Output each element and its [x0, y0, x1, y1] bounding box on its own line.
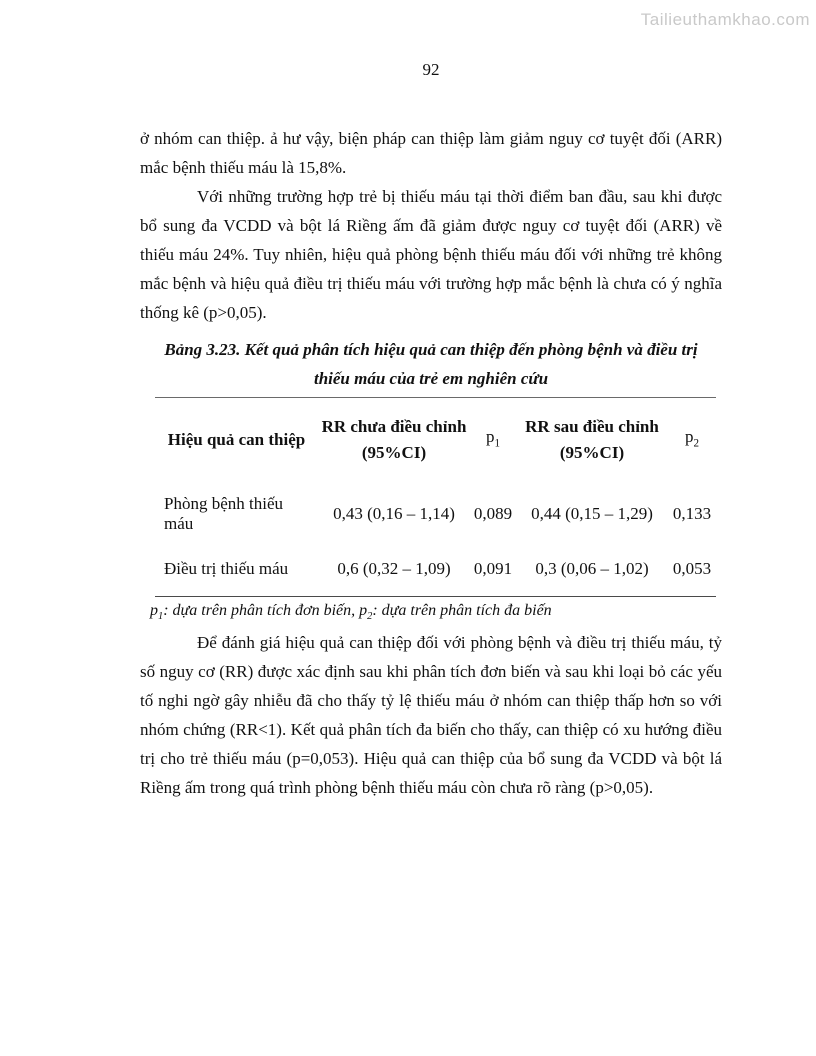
footnote-p2-base: p	[359, 602, 368, 619]
rr-unadjusted-value: 0,6 (0,32 – 1,09)	[337, 558, 451, 578]
table-row-treatment	[155, 541, 716, 597]
footnote-part2: : dựa trên phân tích đa biến	[372, 602, 552, 619]
p1-value: 0,089	[473, 503, 513, 523]
header-rr-adjusted: RR sau điều chỉnh (95%CI)	[525, 417, 659, 462]
row-label: Phòng bệnh thiếu máu	[164, 493, 283, 533]
p2-value: 0,053	[672, 558, 712, 578]
p2-value: 0,133	[672, 503, 712, 523]
rr-unadjusted-value: 0,43 (0,16 – 1,14)	[333, 503, 455, 523]
row-label: Điều trị thiếu máu	[164, 558, 289, 578]
footnote-p1-subscript: 1	[158, 611, 164, 623]
paragraph-anemia-results: Với những trường hợp trẻ bị thiếu máu tại thời điểm ban đầu, sau khi được bổ sung đa VCDD và bột lá Riềng ấm đã giảm được nguy cơ tuyệt đối (ARR) về thiếu máu 24%. Tuy nhiên, hiệu quả phòng bệnh thiếu máu đối với những trẻ không mắc bệnh và hiệu quả điều trị thiếu máu với trường hợp mắc bệnh là chưa có ý nghĩa thống kê (p>0,05).	[140, 187, 722, 322]
footnote-p2-subscript: 2	[367, 611, 373, 623]
header-p2-base: p	[684, 426, 694, 446]
table-caption-line2: thiếu máu của trẻ em nghiên cứu	[313, 369, 549, 388]
watermark: Tailieuthamkhao.com	[640, 10, 810, 29]
table-caption	[140, 335, 722, 393]
table-footnote	[150, 600, 722, 628]
header-p2-subscript: 2	[693, 437, 700, 450]
header-effect: Hiệu quả can thiệp	[167, 430, 306, 449]
table-header-row	[155, 398, 716, 487]
page-content	[140, 124, 722, 802]
footnote-part1: : dựa trên phân tích đơn biến,	[163, 602, 360, 619]
table-caption-line1: Bảng 3.23. Kết quả phân tích hiệu quả can thiệp đến phòng bệnh và điều trị	[164, 340, 698, 359]
page-number: 92	[422, 60, 440, 79]
p1-value: 0,091	[473, 558, 513, 578]
rr-adjusted-value: 0,3 (0,06 – 1,02)	[535, 558, 649, 578]
footnote-p1-base: p	[150, 602, 158, 619]
paragraph-discussion: Để đánh giá hiệu quả can thiệp đối với phòng bệnh và điều trị thiếu máu, tỷ số nguy cơ (RR) được xác định sau khi phân tích đơn biến và sau khi loại bỏ các yếu tố nghi ngờ gây nhiễu đã cho thấy tỷ lệ thiếu máu ở nhóm can thiệp thấp hơn so với nhóm chứng (RR<1). Kết quả phân tích đa biến cho thấy, can thiệp có xu hướng điều trị cho trẻ thiếu máu (p=0,053). Hiệu quả can thiệp của bổ sung đa VCDD và bột lá Riềng ấm trong quá trình phòng bệnh thiếu máu còn chưa rõ ràng (p>0,05).	[140, 633, 722, 798]
rr-adjusted-value: 0,44 (0,15 – 1,29)	[531, 503, 653, 523]
results-table-header	[155, 398, 716, 487]
header-p1	[470, 398, 516, 487]
results-table	[155, 397, 716, 597]
header-rr-unadjusted: RR chưa điều chỉnh (95%CI)	[321, 417, 467, 462]
header-p1-base: p	[485, 426, 495, 446]
header-p2	[668, 398, 716, 487]
results-table-body	[155, 486, 716, 597]
paragraph-continuation: ở nhóm can thiệp. ả hư vậy, biện pháp can thiệp làm giảm nguy cơ tuyệt đối (ARR) mắc bệnh thiếu máu là 15,8%.	[140, 129, 722, 177]
table-row-prevention	[155, 486, 716, 541]
header-p1-subscript: 1	[494, 437, 501, 450]
